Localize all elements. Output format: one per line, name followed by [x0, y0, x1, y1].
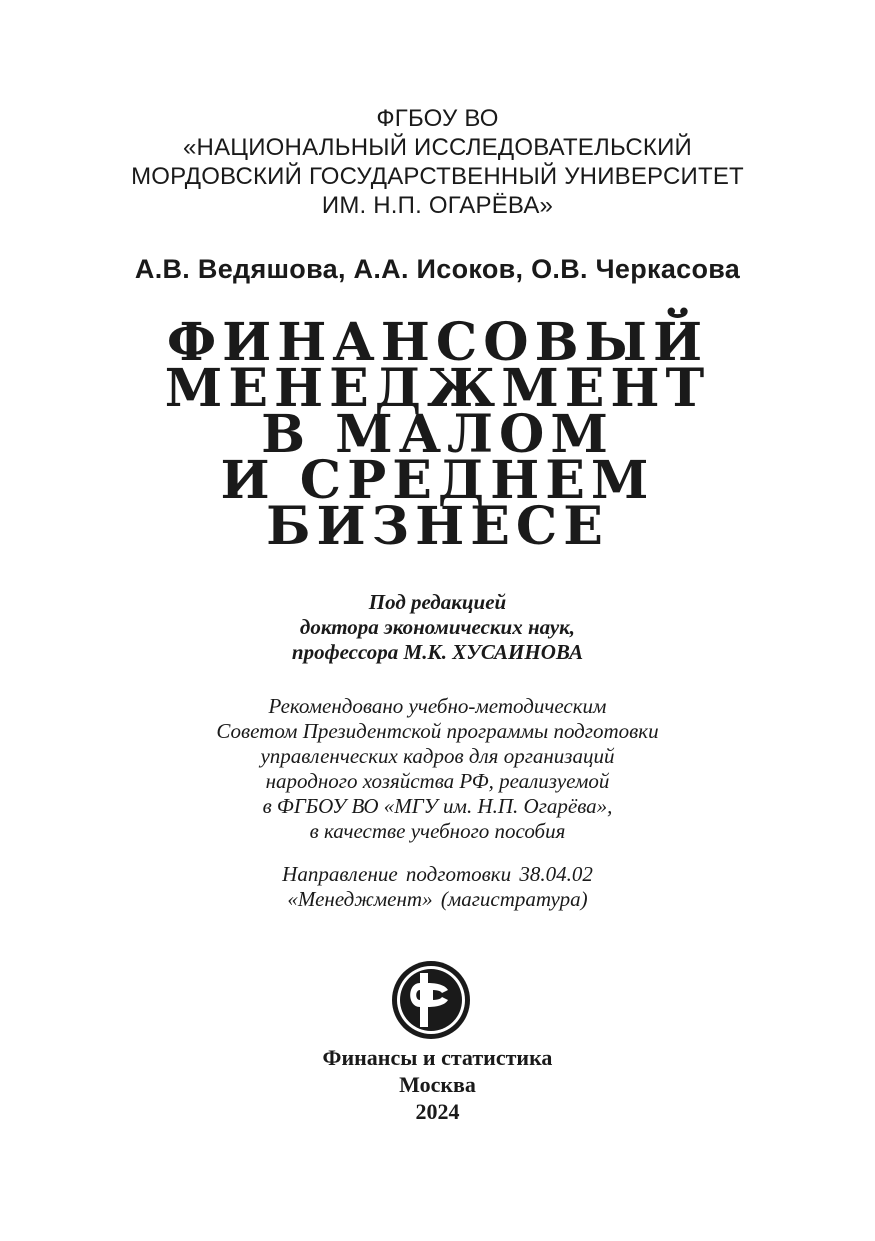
- recommendation-block: [0, 694, 875, 844]
- title-line: МЕНЕДЖМЕНТ: [164, 358, 711, 419]
- recommendation-line: в ФГБОУ ВО «МГУ им. Н.П. Огарёва»,: [262, 794, 613, 818]
- title-line: БИЗНЕСЕ: [266, 496, 609, 557]
- title-line: И СРЕДНЕМ: [220, 450, 655, 511]
- direction-block: [0, 862, 875, 912]
- institution-line: «НАЦИОНАЛЬНЫЙ ИССЛЕДОВАТЕЛЬСКИЙ: [182, 134, 693, 161]
- recommendation-line: народного хозяйства РФ, реализуемой: [265, 769, 610, 793]
- editor-line: профессора М.К. ХУСАИНОВА: [291, 640, 584, 664]
- institution-line: МОРДОВСКИЙ ГОСУДАРСТВЕННЫЙ УНИВЕРСИТЕТ: [131, 163, 744, 190]
- book-title: [0, 312, 875, 557]
- institution-line: ФГБОУ ВО: [376, 105, 499, 132]
- editor-line: доктора экономических наук,: [299, 615, 576, 639]
- publisher-name: Финансы и статистика: [322, 1045, 553, 1070]
- editor-line: Под редакцией: [368, 590, 507, 614]
- publisher-logo-icon: [390, 959, 472, 1041]
- recommendation-line: Советом Президентской программы подготовки: [216, 719, 659, 743]
- recommendation-line: управленческих кадров для организаций: [260, 744, 615, 768]
- publication-year: 2024: [415, 1099, 460, 1124]
- authors: А.В. Ведяшова, А.А. Исоков, О.В. Черкасова: [134, 254, 741, 284]
- publisher-city: Москва: [399, 1072, 476, 1097]
- editor-block: [0, 590, 875, 665]
- institution-block: [0, 104, 875, 220]
- title-line: ФИНАНСОВЫЙ: [166, 312, 709, 373]
- publisher-block: [0, 1044, 875, 1125]
- institution-line: ИМ. Н.П. ОГАРЁВА»: [321, 192, 554, 219]
- direction-line: «Менеджмент» (магистратура): [287, 887, 588, 911]
- title-line: В МАЛОМ: [261, 404, 614, 465]
- recommendation-line: в качестве учебного пособия: [309, 819, 566, 843]
- direction-line: Направление подготовки 38.04.02: [282, 862, 593, 886]
- recommendation-line: Рекомендовано учебно-методическим: [268, 694, 607, 718]
